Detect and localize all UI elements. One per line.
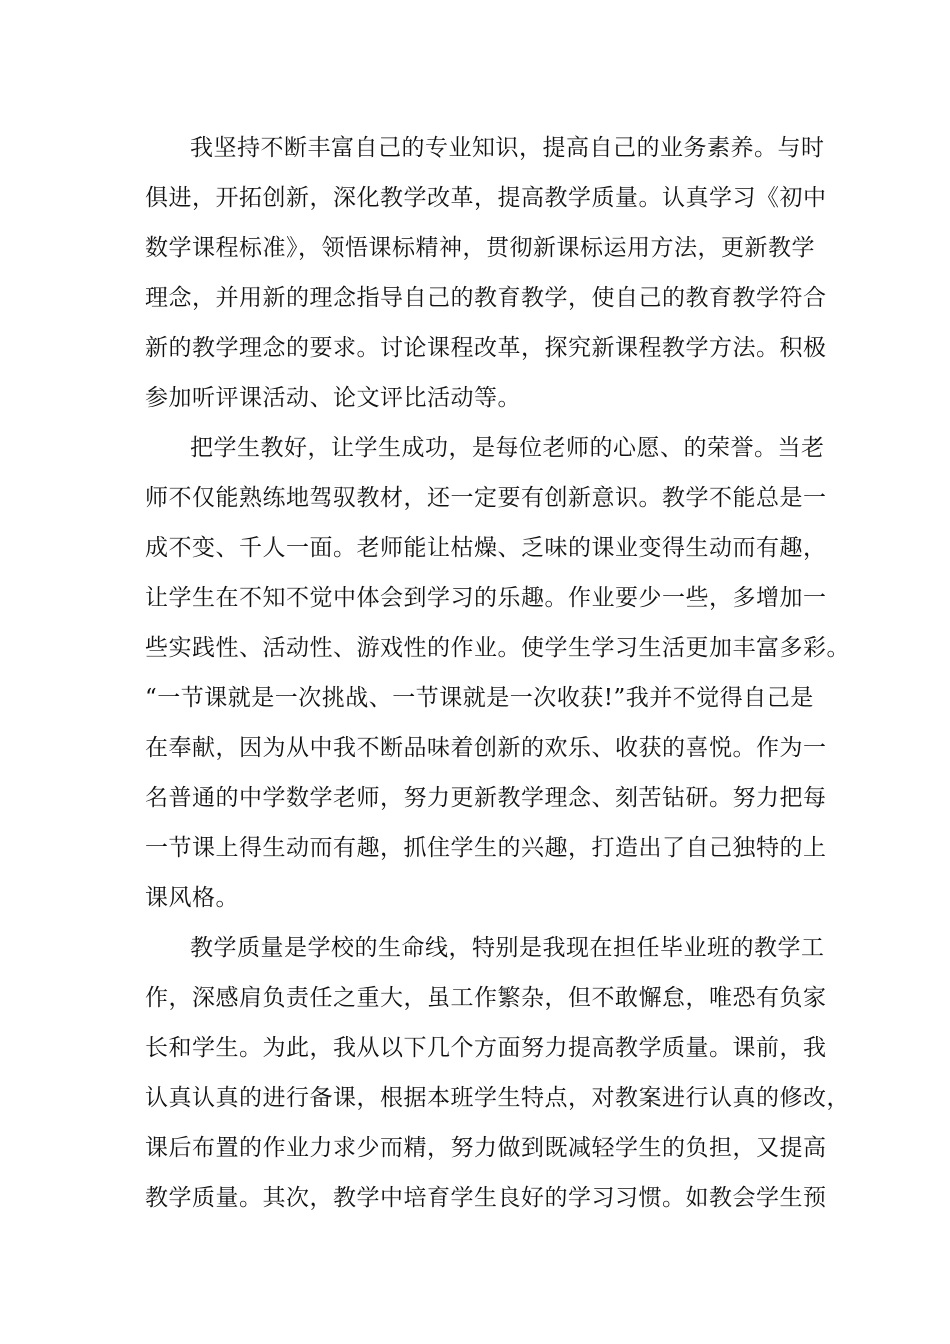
paragraph-3-line-6: 教学质量。其次，教学中培育学生良好的学习习惯。如教会学生预 — [145, 1185, 827, 1211]
paragraph-1-line-5: 新的教学理念的要求。讨论课程改革，探究新课程教学方法。积极 — [145, 335, 827, 361]
paragraph-2-line-10: 课风格。 — [145, 885, 239, 911]
paragraph-1-line-3: 数学课程标准》，领悟课标精神，贯彻新课标运用方法，更新教学 — [145, 235, 815, 261]
paragraph-2-line-9: 一节课上得生动而有趣，抓住学生的兴趣，打造出了自己独特的上 — [145, 835, 827, 861]
paragraph-2-line-7: 在奉献，因为从中我不断品味着创新的欢乐、收获的喜悦。作为一 — [145, 735, 827, 761]
paragraph-2-line-1: 把学生教好，让学生成功，是每位老师的心愿、的荣誉。当老 — [190, 435, 825, 461]
paragraph-1-line-4: 理念，并用新的理念指导自己的教育教学，使自己的教育教学符合 — [145, 285, 827, 311]
paragraph-1-line-1: 我坚持不断丰富自己的专业知识，提高自己的业务素养。与时 — [190, 135, 825, 161]
paragraph-2-line-2: 师不仅能熟练地驾驭教材，还一定要有创新意识。教学不能总是一 — [145, 485, 827, 511]
paragraph-3-line-1: 教学质量是学校的生命线，特别是我现在担任毕业班的教学工 — [190, 935, 825, 961]
paragraph-1-line-2: 俱进，开拓创新，深化教学改革，提高教学质量。认真学习《初中 — [145, 185, 827, 211]
paragraph-2-line-3: 成不变、千人一面。老师能让枯燥、乏味的课业变得生动而有趣， — [145, 535, 827, 561]
paragraph-2-line-8: 名普通的中学数学老师，努力更新教学理念、刻苦钻研。努力把每 — [145, 785, 827, 811]
paragraph-2-line-4: 让学生在不知不觉中体会到学习的乐趣。作业要少一些，多增加一 — [145, 585, 827, 611]
paragraph-3-line-2: 作，深感肩负责任之重大，虽工作繁杂，但不敢懈怠，唯恐有负家 — [145, 985, 827, 1011]
paragraph-3-line-5: 课后布置的作业力求少而精，努力做到既减轻学生的负担，又提高 — [145, 1135, 827, 1161]
paragraph-3-line-4: 认真认真的进行备课，根据本班学生特点，对教案进行认真的修改， — [145, 1085, 850, 1111]
paragraph-2-line-5: 些实践性、活动性、游戏性的作业。使学生学习生活更加丰富多彩。 — [145, 635, 850, 661]
paragraph-2-line-6: “一节课就是一次挑战、一节课就是一次收获!”我并不觉得自己是 — [145, 685, 814, 711]
paragraph-3-line-3: 长和学生。为此，我从以下几个方面努力提高教学质量。课前，我 — [145, 1035, 827, 1061]
paragraph-1-line-6: 参加听评课活动、论文评比活动等。 — [145, 385, 521, 411]
